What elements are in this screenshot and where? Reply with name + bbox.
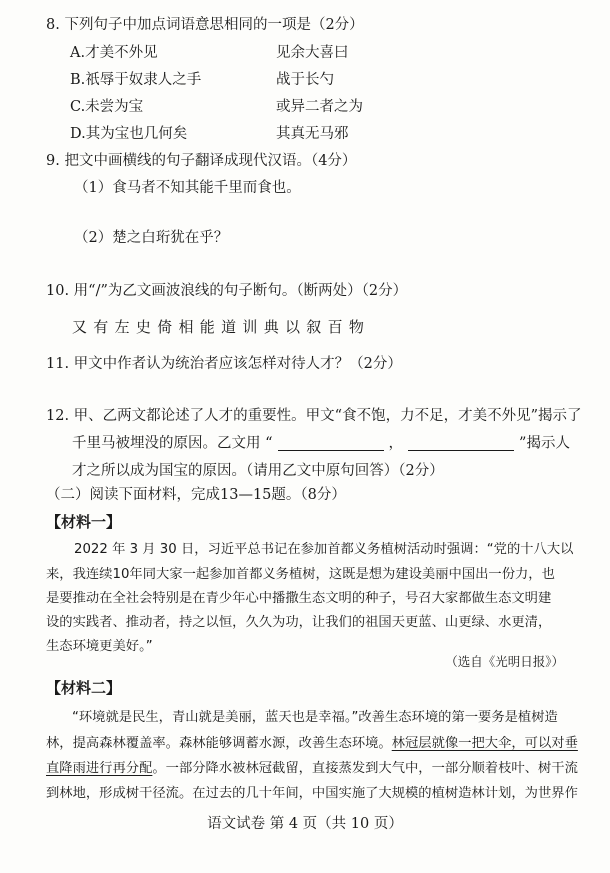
q8-option-a-left: A.才美不外见	[70, 45, 158, 61]
material1-line: 生态环境更美好。”	[46, 639, 153, 654]
material1-line: 设的实践者、推动者，持之以恒，久久为功，让我们的祖国天更蓝、山更绿、水更清，	[46, 615, 552, 630]
q8-option-d-right: 其真无马邪	[276, 126, 349, 142]
q10-stem: 10. 用“/”为乙文画波浪线的句子断句。（断两处）（2分）	[46, 283, 408, 299]
material2-line3-text: 。一部分降水被林冠截留，直接蒸发到大气中，一部分顺着枝叶、树干流	[152, 761, 578, 776]
answer-blank-1[interactable]	[278, 436, 384, 451]
page-footer: 语文试卷 第 4 页（共 10 页）	[207, 816, 403, 832]
q8-option-b-right: 战于长勺	[276, 72, 334, 88]
material2-title: 【材料二】	[46, 679, 122, 697]
q12-line2-pre: 千里马被埋没的原因。乙文用 “	[72, 435, 273, 452]
material1-line: 来，我连续10年同大家一起参加首都义务植树，这既是想为建设美丽中国出一份力，也	[46, 567, 555, 582]
material2-line4: 到林地，形成树干径流。在过去的几十年间，中国实施了大规模的植树造林计划，为世界作	[46, 786, 578, 801]
material2-underlined-sentence-part1: 林冠层就像一把大伞，可以对垂	[391, 736, 578, 751]
material2-line2	[46, 737, 578, 750]
answer-blank-2[interactable]	[408, 436, 514, 451]
q9-sub2: （2）楚之白珩犹在乎？	[74, 230, 229, 246]
material1-title: 【材料一】	[46, 513, 122, 531]
q12-line2-mid: ，	[388, 435, 404, 452]
q8-option-c-left: C.未尝为宝	[70, 99, 144, 115]
section2-heading: （二）阅读下面材料，完成13—15题。（8分）	[46, 487, 346, 503]
material1-line: 是要推动在全社会特别是在青少年心中播撒生态文明的种子，号召大家都做生态文明建	[46, 591, 552, 606]
q12-line3: 才之所以成为国宝的原因。（请用乙文中原句回答）（2分）	[72, 463, 444, 479]
q12-line2	[72, 436, 570, 451]
q9-stem: 9. 把文中画横线的句子翻译成现代汉语。（4分）	[46, 153, 357, 169]
material2-line3	[46, 762, 578, 775]
q11-stem: 11. 甲文中作者认为统治者应该怎样对待人才？（2分）	[46, 356, 402, 372]
material2-line2-text: 林，提高森林覆盖率。森林能够调蓄水源，改善生态环境。	[46, 736, 392, 751]
q12-line2-post: ”揭示人	[519, 435, 570, 452]
material2-line1: “环境就是民生，青山就是美丽，蓝天也是幸福。”改善生态环境的第一要务是植树造	[72, 710, 558, 725]
q8-option-b-left: B.祇辱于奴隶人之手	[70, 72, 202, 88]
q8-stem: 8. 下列句子中加点词语意思相同的一项是（2分）	[46, 17, 364, 33]
q8-option-d-left: D.其为宝也几何矣	[70, 126, 188, 142]
q8-option-a-right: 见余大喜曰	[276, 45, 349, 61]
q9-sub1: （1）食马者不知其能千里而食也。	[74, 180, 301, 196]
q12-line1: 12. 甲、乙两文都论述了人才的重要性。甲文“食不饱，力不足，才美不外见”揭示了	[46, 408, 582, 424]
q10-sentence: 又有左史倚相能道训典以叙百物	[72, 318, 371, 336]
material2-underlined-sentence-part2: 直降雨进行再分配	[46, 761, 153, 776]
material1-line: 2022 年 3 月 30 日，习近平总书记在参加首都义务植树活动时强调：“党的十八大以	[74, 542, 574, 557]
q8-option-c-right: 或异二者之为	[276, 99, 363, 115]
material1-source: （选自《光明日报》）	[445, 654, 564, 669]
